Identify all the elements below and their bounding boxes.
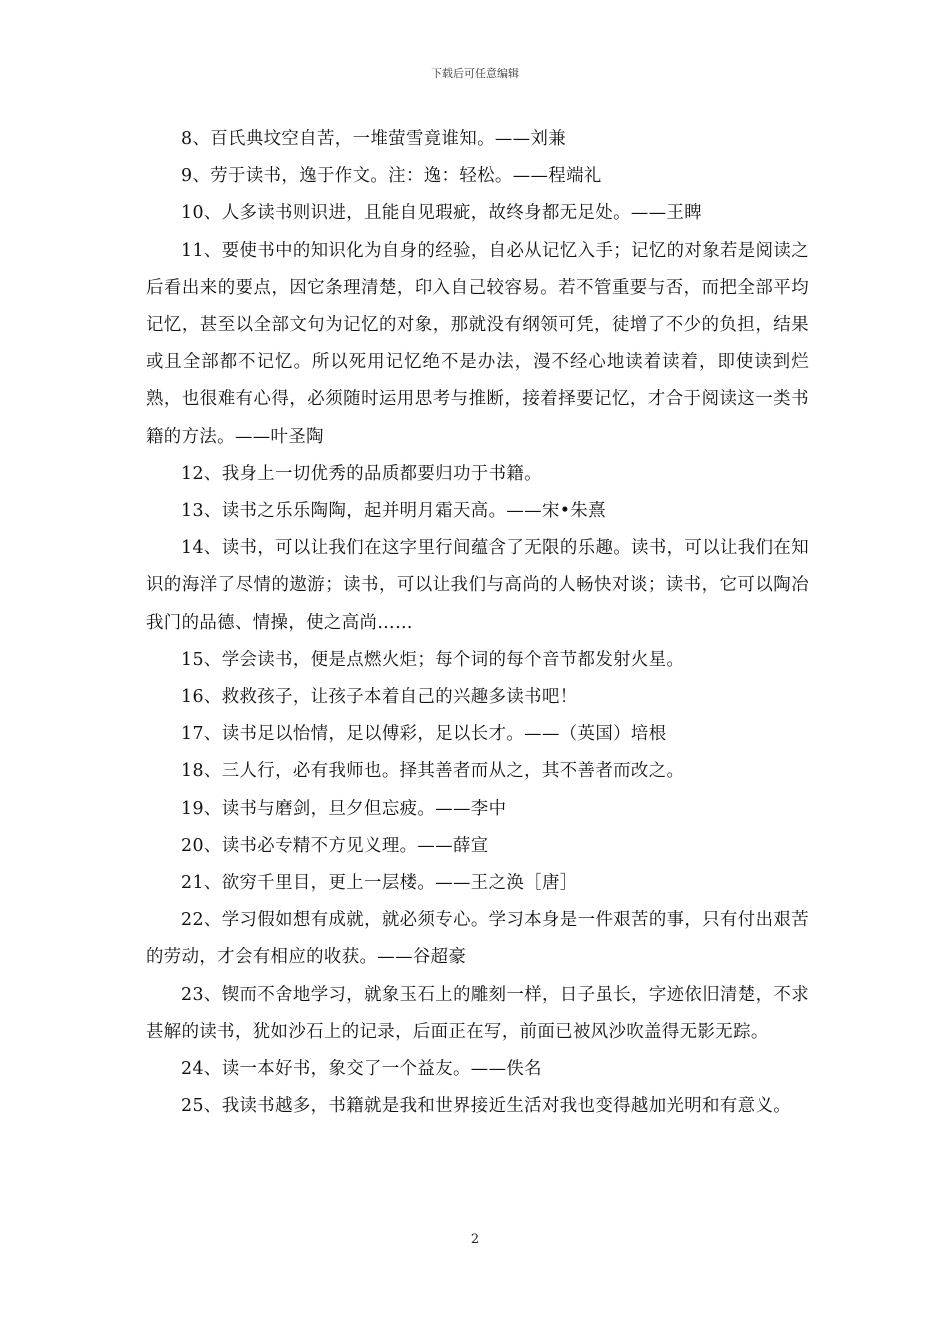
quote-paragraph-15: 15、学会读书，便是点燃火炬；每个词的每个音节都发射火星。 <box>181 649 685 670</box>
quote-paragraph-8: 8、百氏典坟空自苦，一堆萤雪竟谁知。——刘兼 <box>181 129 567 149</box>
quote-paragraph-10: 10、人多读书则识进，且能自见瑕疵，故终身都无足处。——王睥 <box>181 203 703 224</box>
quote-paragraph-14: 14、读书，可以让我们在这字里行间蕴含了无限的乐趣。读书，可以让我们在知识的海洋了尽情的遨游；读书，可以让我们与高尚的人畅快对谈；读书，它可以陶冶我门的品德、情操，使之高尚…… <box>146 538 809 633</box>
page-header: 下载后可任意编辑 <box>431 67 519 80</box>
quote-paragraph-13: 13、读书之乐乐陶陶，起并明月霜天高。——宋•朱熹 <box>181 501 606 522</box>
quote-paragraph-22: 22、学习假如想有成就，就必须专心。学习本身是一件艰苦的事，只有付出艰苦的劳动，才会有相应的收获。——谷超豪 <box>146 910 809 968</box>
quote-paragraph-9: 9、劳于读书，逸于作文。注：逸：轻松。——程端礼 <box>181 166 602 187</box>
quote-paragraph-23: 23、锲而不舍地学习，就象玉石上的雕刻一样，日子虽长，字迹依旧清楚，不求甚解的读书，犹如沙石上的记录，后面正在写，前面已被风沙吹盖得无影无踪。 <box>146 984 809 1042</box>
quote-paragraph-12: 12、我身上一切优秀的品质都要归功于书籍。 <box>181 463 542 484</box>
quote-paragraph-24: 24、读一本好书，象交了一个益友。——佚名 <box>181 1059 542 1080</box>
quote-paragraph-19: 19、读书与磨剑，旦夕但忘疲。——李中 <box>181 798 507 819</box>
page-number: 2 <box>470 1232 480 1247</box>
quote-paragraph-21: 21、欲穷千里目，更上一层楼。——王之涣［唐］ <box>181 873 578 894</box>
quote-paragraph-25: 25、我读书越多，书籍就是我和世界接近生活对我也变得越加光明和有意义。 <box>181 1096 792 1117</box>
document-body <box>146 121 809 1125</box>
quote-paragraph-11: 11、要使书中的知识化为自身的经验，自必从记忆入手；记忆的对象若是阅读之后看出来的要点，因它条理清楚，印入自己较容易。若不管重要与否，而把全部平均记忆，甚至以全部文句为记忆的对象，那就没有纲领可凭，徒增了不少的负担，结果或且全部都不记忆。所以死用记忆绝不是办法，漫不经心地读着读着，即使读到烂熟，也很难有心得，必须随时运用思考与推断，接着择要记忆，才合于阅读这一类书籍的方法。——叶圣陶 <box>146 240 809 447</box>
quote-paragraph-16: 16、救救孩子，让孩子本着自己的兴趣多读书吧！ <box>181 687 578 708</box>
quote-paragraph-18: 18、三人行，必有我师也。择其善者而从之，其不善者而改之。 <box>181 761 685 782</box>
quote-paragraph-17: 17、读书足以怡情，足以傅彩，足以长才。——（英国）培根 <box>181 724 667 745</box>
quote-paragraph-20: 20、读书必专精不方见义理。——薛宣 <box>181 835 489 856</box>
